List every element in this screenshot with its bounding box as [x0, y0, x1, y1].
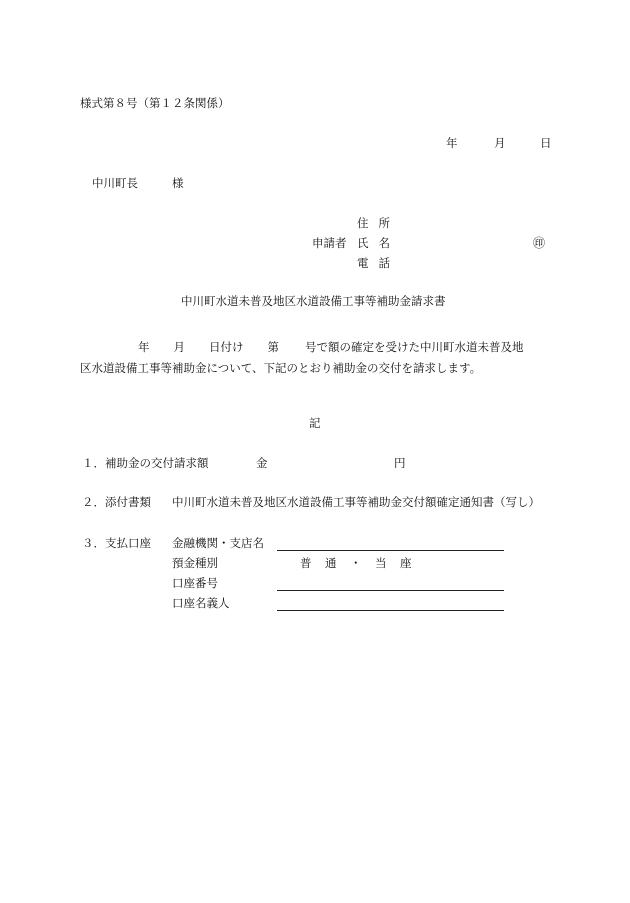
seal-mark: ㊞	[533, 236, 546, 250]
item2-label: ２．添付書類	[82, 495, 151, 509]
item2-detail: 中川町水道未普及地区水道設備工事等補助金交付額確定通知書（写し）	[172, 495, 540, 509]
body-month: 月	[173, 340, 185, 354]
request-body-line-2: 区水道設備工事等補助金について、下記のとおり補助金の交付を請求します。	[80, 361, 482, 375]
body-line1-rest: 号で額の確定を受けた中川町水道未普及地	[305, 340, 524, 354]
item1-amount-prefix: 金	[256, 456, 268, 470]
bank-branch-blank-line	[277, 550, 504, 551]
phone-label: 電話	[357, 256, 400, 270]
addressee-name: 中川町長	[92, 176, 138, 190]
addressee-honorific: 様	[172, 176, 184, 190]
date-year-label: 年	[446, 136, 458, 150]
date-month-label: 月	[494, 136, 506, 150]
deposit-type-label: 預金種別	[172, 556, 218, 570]
item3-label: ３．支払口座	[82, 536, 151, 550]
ki-heading: 記	[309, 416, 321, 430]
deposit-type-options: 普 通 ・ 当 座	[300, 556, 413, 570]
body-dated: 日付け	[209, 340, 244, 354]
account-holder-label: 口座名義人	[172, 596, 230, 610]
name-label: 氏名	[357, 236, 400, 250]
item1-label: １．補助金の交付請求額	[82, 456, 209, 470]
account-holder-blank-line	[277, 610, 504, 611]
date-day-label: 日	[540, 136, 552, 150]
account-number-blank-line	[277, 590, 504, 591]
item1-yen-suffix: 円	[394, 456, 406, 470]
address-label: 住所	[357, 216, 400, 230]
form-number: 様式第８号（第１２条関係）	[80, 96, 230, 110]
account-number-label: 口座番号	[172, 576, 218, 590]
applicant-label: 申請者	[312, 236, 347, 250]
request-body	[80, 337, 554, 379]
bank-branch-label: 金融機関・支店名	[172, 536, 264, 550]
body-number-prefix: 第	[267, 340, 279, 354]
document-title: 中川町水道未普及地区水道設備工事等補助金請求書	[181, 294, 446, 308]
body-year: 年	[138, 340, 150, 354]
request-body-line-1	[80, 337, 554, 358]
